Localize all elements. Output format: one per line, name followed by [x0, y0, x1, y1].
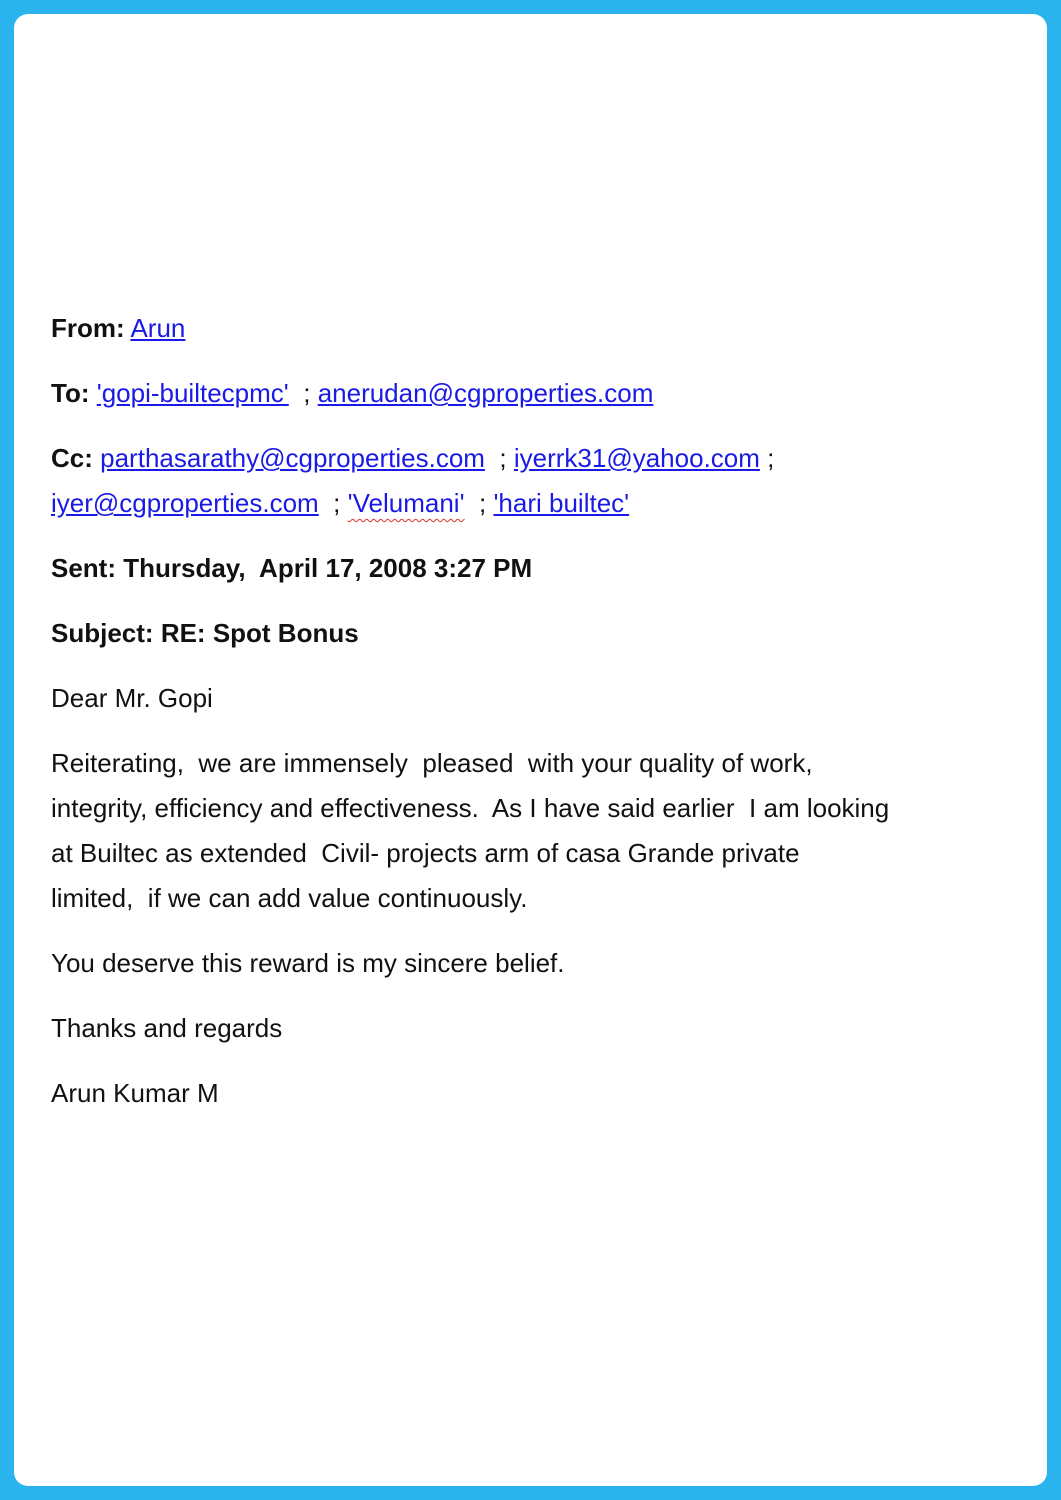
- paragraph-line: Reiterating, we are immensely pleased with your quality of work,: [51, 748, 813, 778]
- cc-label: Cc:: [51, 443, 93, 473]
- signature: Arun Kumar M: [51, 1078, 219, 1108]
- to-label: To:: [51, 378, 90, 408]
- recipient-separator: ;: [303, 378, 311, 408]
- cc-recipient-link[interactable]: 'hari builtec': [493, 488, 630, 518]
- reward-line: You deserve this reward is my sincere belief.: [51, 948, 565, 978]
- recipient-separator: ;: [499, 443, 507, 473]
- sent-label: Sent:: [51, 553, 116, 583]
- paragraph-line: integrity, efficiency and effectiveness. As I have said earlier I am looking: [51, 793, 890, 823]
- paragraph-line: limited, if we can add value continuously.: [51, 883, 528, 913]
- subject-value: RE: Spot Bonus: [160, 618, 359, 648]
- cc-recipient-link[interactable]: iyerrk31@yahoo.com: [513, 443, 760, 473]
- sent-value: Thursday, April 17, 2008 3:27 PM: [123, 553, 533, 583]
- cc-recipient-link[interactable]: parthasarathy@cgproperties.com: [100, 443, 485, 473]
- subject-label: Subject:: [51, 618, 154, 648]
- from-label: From:: [51, 313, 125, 343]
- subject-line: [51, 611, 1011, 656]
- recipient-separator: ;: [333, 488, 341, 518]
- to-recipient-link[interactable]: 'gopi-builtecpmc': [96, 378, 289, 408]
- paragraph-line: at Builtec as extended Civil- projects arm of casa Grande private: [51, 838, 800, 868]
- email-document: [14, 14, 1047, 1486]
- from-sender-link[interactable]: Arun: [130, 313, 186, 343]
- sent-line: [51, 546, 1011, 591]
- cc-recipient-link[interactable]: iyer@cgproperties.com: [51, 488, 319, 518]
- from-line: [51, 306, 1011, 351]
- greeting: Dear Mr. Gopi: [51, 683, 213, 713]
- recipient-separator: ;: [767, 443, 775, 473]
- cc-recipient-link[interactable]: 'Velumani': [347, 488, 465, 518]
- body-paragraph: [51, 741, 1011, 921]
- closing: Thanks and regards: [51, 1013, 283, 1043]
- cc-line-continued: [51, 481, 1011, 526]
- to-line: [51, 371, 1011, 416]
- to-recipient-link[interactable]: anerudan@cgproperties.com: [317, 378, 654, 408]
- recipient-separator: ;: [478, 488, 487, 518]
- email-content: [51, 306, 1011, 1116]
- cc-line: [51, 436, 1011, 481]
